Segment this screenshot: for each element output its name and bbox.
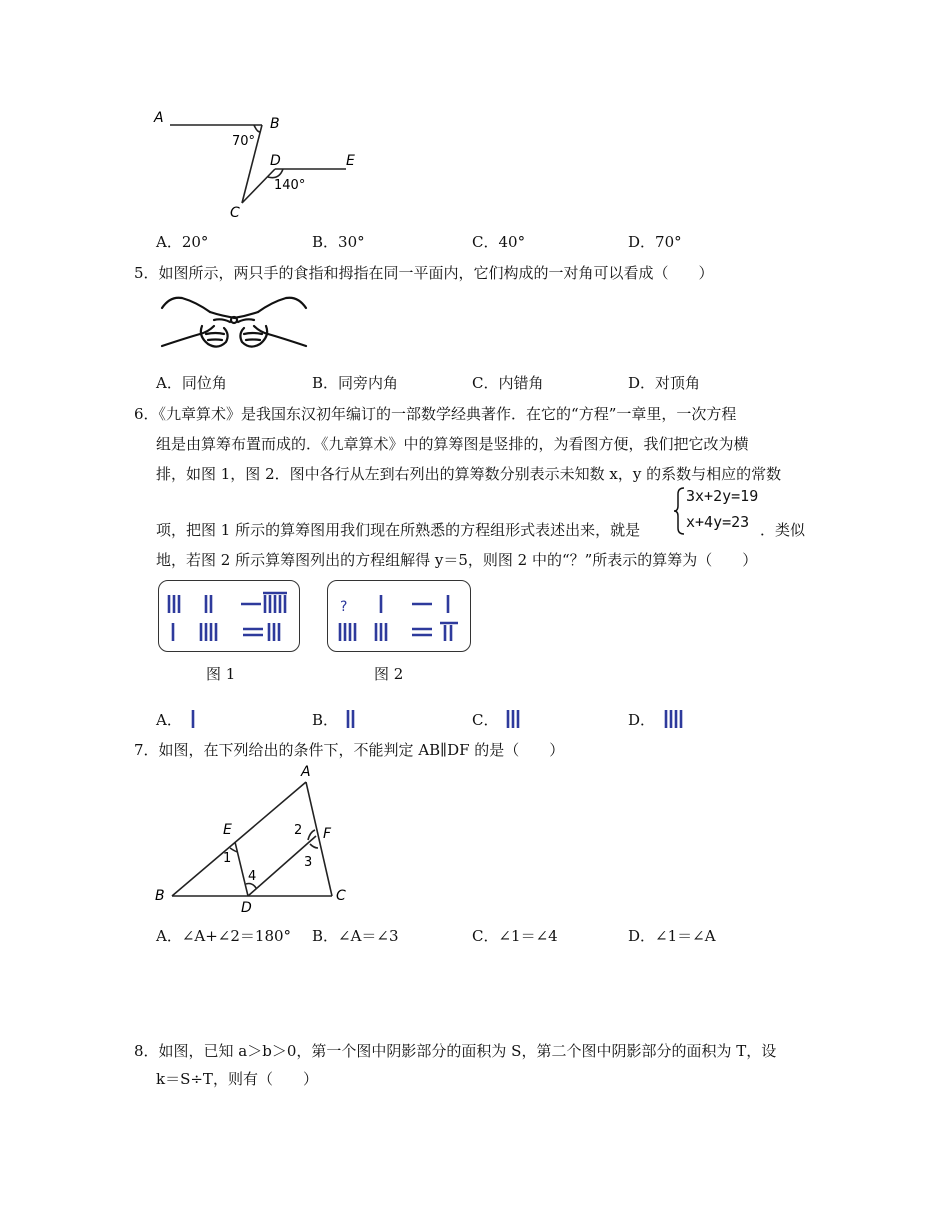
figure-2-frame bbox=[327, 580, 471, 652]
q7-option-b[interactable]: B．∠A＝∠3 bbox=[312, 927, 399, 945]
figure-2-caption: 图 2 bbox=[374, 665, 404, 683]
q6-option-b[interactable] bbox=[312, 708, 359, 730]
point-b-label: B bbox=[270, 116, 280, 132]
point-c-label: C bbox=[336, 888, 346, 904]
point-f-label: F bbox=[323, 826, 332, 842]
point-e-label: E bbox=[346, 153, 355, 169]
point-a-label: A bbox=[154, 110, 164, 126]
angle-3-label: 3 bbox=[304, 855, 313, 870]
q8-line-2: k＝S÷T，则有（ ） bbox=[156, 1070, 318, 1088]
point-d-label: D bbox=[270, 153, 281, 169]
q4-option-c[interactable]: C．40° bbox=[472, 233, 526, 251]
q7-option-c[interactable]: C．∠1＝∠4 bbox=[472, 927, 558, 945]
q6-option-d[interactable] bbox=[628, 708, 688, 730]
q7-option-d[interactable]: D．∠1＝∠A bbox=[628, 927, 716, 945]
q5-option-a[interactable]: A．同位角 bbox=[156, 374, 227, 392]
figure-1-caption: 图 1 bbox=[206, 665, 236, 683]
equation-2: x+4y=23 bbox=[686, 513, 750, 531]
q6-line-3: 排，如图 1，图 2．图中各行从左到右列出的算筹数分别表示未知数 x，y 的系数与相应的常数 bbox=[156, 465, 782, 483]
rod-three-icon bbox=[503, 708, 523, 730]
q5-question: 5．如图所示，两只手的食指和拇指在同一平面内，它们构成的一对角可以看成（ ） bbox=[134, 264, 714, 282]
rod-two-icon bbox=[343, 708, 359, 730]
q7-figure bbox=[150, 760, 360, 920]
q6-option-c-label: C． bbox=[472, 711, 499, 729]
q4-figure bbox=[150, 105, 370, 225]
point-a-label: A bbox=[301, 764, 311, 780]
point-d-label: D bbox=[241, 900, 252, 916]
figure-2-rods bbox=[328, 581, 470, 651]
equation-1: 3x+2y=19 bbox=[686, 487, 759, 505]
angle-4-label: 4 bbox=[248, 869, 257, 884]
q6-option-d-label: D． bbox=[628, 711, 656, 729]
angle-140-label: 140° bbox=[274, 178, 306, 193]
q4-option-d[interactable]: D．70° bbox=[628, 233, 682, 251]
q8-line-1: 8．如图，已知 a＞b＞0，第一个图中阴影部分的面积为 S，第二个图中阴影部分的面积为 T，设 bbox=[134, 1042, 777, 1060]
point-b-label: B bbox=[155, 888, 165, 904]
q6-line-4-end: ．类似 bbox=[760, 521, 806, 539]
system-brace-icon bbox=[672, 486, 686, 536]
q6-option-a-label: A． bbox=[156, 711, 182, 729]
q6-line-5: 地，若图 2 所示算筹图列出的方程组解得 y＝5，则图 2 中的“？”所表示的算筹为（ ） bbox=[156, 551, 758, 569]
unknown-marker: ? bbox=[340, 599, 348, 615]
angle-70-label: 70° bbox=[232, 134, 256, 149]
q5-option-d[interactable]: D．对顶角 bbox=[628, 374, 701, 392]
q5-option-c[interactable]: C．内错角 bbox=[472, 374, 544, 392]
figure-1-rods bbox=[159, 581, 299, 651]
q6-option-c[interactable] bbox=[472, 708, 523, 730]
q5-option-b[interactable]: B．同旁内角 bbox=[312, 374, 399, 392]
rod-one-icon bbox=[187, 708, 199, 730]
q6-line-1: 6．《九章算术》是我国东汉初年编订的一部数学经典著作．在它的“方程”一章里，一次方程 bbox=[134, 405, 737, 423]
q6-option-a[interactable] bbox=[156, 708, 199, 730]
hands-figure bbox=[156, 290, 311, 355]
q4-option-a[interactable]: A．20° bbox=[156, 233, 209, 251]
q6-line-2: 组是由算筹布置而成的．《九章算术》中的算筹图是竖排的，为看图方便，我们把它改为横 bbox=[156, 435, 749, 453]
point-e-label: E bbox=[223, 822, 232, 838]
rod-four-icon bbox=[660, 708, 688, 730]
q6-line-4: 项，把图 1 所示的算筹图用我们现在所熟悉的方程组形式表述出来，就是 bbox=[156, 521, 641, 539]
q4-option-b[interactable]: B．30° bbox=[312, 233, 365, 251]
q6-option-b-label: B． bbox=[312, 711, 339, 729]
angle-2-label: 2 bbox=[294, 823, 303, 838]
figure-1-frame bbox=[158, 580, 300, 652]
angle-1-label: 1 bbox=[223, 851, 232, 866]
q7-option-a[interactable]: A．∠A+∠2＝180° bbox=[156, 927, 292, 945]
point-c-label: C bbox=[230, 205, 240, 221]
q7-question: 7．如图，在下列给出的条件下，不能判定 AB∥DF 的是（ ） bbox=[134, 741, 565, 759]
